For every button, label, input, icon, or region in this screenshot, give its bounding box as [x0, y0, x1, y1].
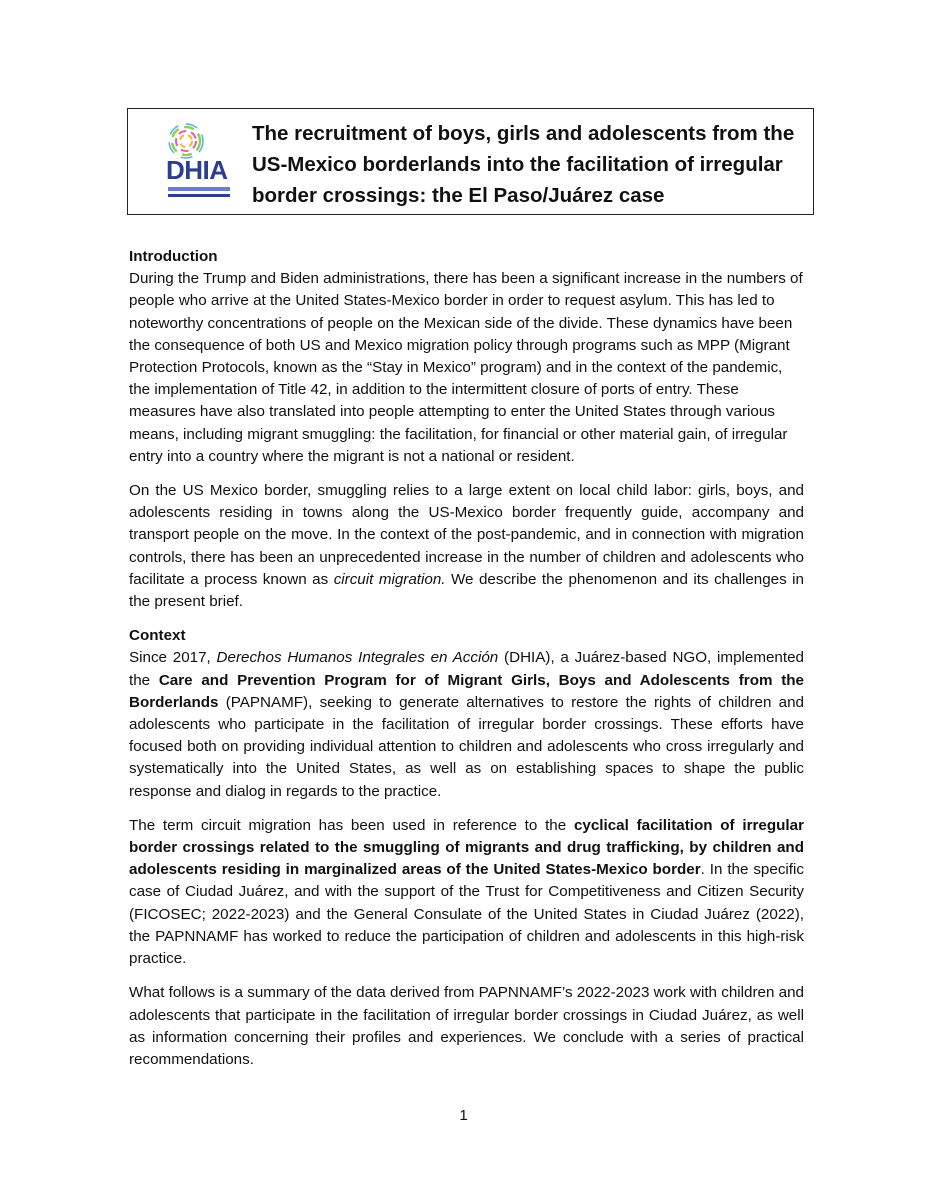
title-box [127, 108, 814, 215]
text-run: (DHIA), a Juárez-based NGO, implemented the [129, 649, 804, 689]
strong-program-name: Care and Prevention Program for of Migrant Girls, Boys and Adolescents from the Borderlands [129, 671, 804, 711]
introduction-paragraph-1: During the Trump and Biden administrations, there has been a significant increase in the numbers of people who arrive at the United States-Mexico border in order to request asylum. This has led to noteworthy concentrations of people on the Mexican side of the divide. These dynamics have been the consequence of both US and Mexico migration policy through programs such as MPP (Migrant Protection Protocols, known as the “Stay in Mexico” program) and in the context of the pandemic, the implementation of Title 42, in addition to the intermittent closure of ports of entry. These measures have also translated into people attempting to enter the United States through various means, including migrant smuggling: the facilitation, for financial or other material gain, of irregular entry into a country where the migrant is not a national or resident. [129, 270, 803, 465]
document-title: The recruitment of boys, girls and adolescents from the US-Mexico borderlands into the facilitation of irregular border crossings: the El Paso/Juárez case [252, 122, 795, 207]
logo-bar-secondary [168, 194, 230, 197]
logo-text: DHIA [166, 155, 228, 185]
emphasis-circuit-migration: circuit migration. [333, 570, 446, 588]
document-body [129, 246, 804, 1083]
text-run: Since 2017, [129, 649, 217, 667]
context-paragraph-1 [129, 647, 804, 802]
context-heading: Context [129, 627, 186, 645]
introduction-heading: Introduction [129, 248, 218, 265]
logo-bar [168, 187, 230, 191]
page-number: 1 [459, 1107, 468, 1124]
emphasis-dhia-name: Derechos Humanos Integrales en Acción [216, 649, 499, 667]
introduction-paragraph-2 [129, 480, 804, 613]
strong-definition: cyclical facilitation of irregular border crossings related to the smuggling of migrants and drug trafficking, by children and adolescents residing in marginalized areas of the United States-Mexico border [129, 816, 804, 879]
text-run: We describe the phenomenon and its challenges in the present brief. [129, 570, 805, 611]
text-run: The term circuit migration has been used in reference to the [129, 816, 574, 834]
text-run: . In the specific case of Ciudad Juárez, and with the support of the Trust for Competitiveness and Citizen Security (FICOSEC; 2022-2023) and the General Consulate of the United States in Ciudad Juárez (2022), the PAPNNAMF has worked to reduce the participation of children and adolescents in this high-risk practice. [129, 861, 804, 968]
text-run: (PAPNAMF), seeking to generate alternatives to restore the rights of children and adolescents who participate in the facilitation of irregular border crossings. These efforts have focused both on providing individual attention to children and adolescents who cross irregularly and systematically into the United States, as well as on establishing spaces to shape the public response and dialog in regards to the practice. [129, 693, 804, 800]
context-paragraph-2 [129, 815, 804, 970]
text-run: On the US Mexico border, smuggling relies to a large extent on local child labor: girls, boys, and adolescents residing in towns along the US-Mexico border frequently guide, accompany and transport people on the move. In the context of the post-pandemic, and in connection with migration controls, there has been an unprecedented increase in the number of children and adolescents who facilitate a process known as [129, 482, 804, 588]
dhia-logo [148, 119, 236, 207]
context-paragraph-3: What follows is a summary of the data derived from PAPNNAMF’s 2022-2023 work with children and adolescents that participate in the facilitation of irregular border crossings in Ciudad Juárez, as well as information concerning their profiles and experiences. We conclude with a series of practical recommendations. [129, 984, 804, 1068]
